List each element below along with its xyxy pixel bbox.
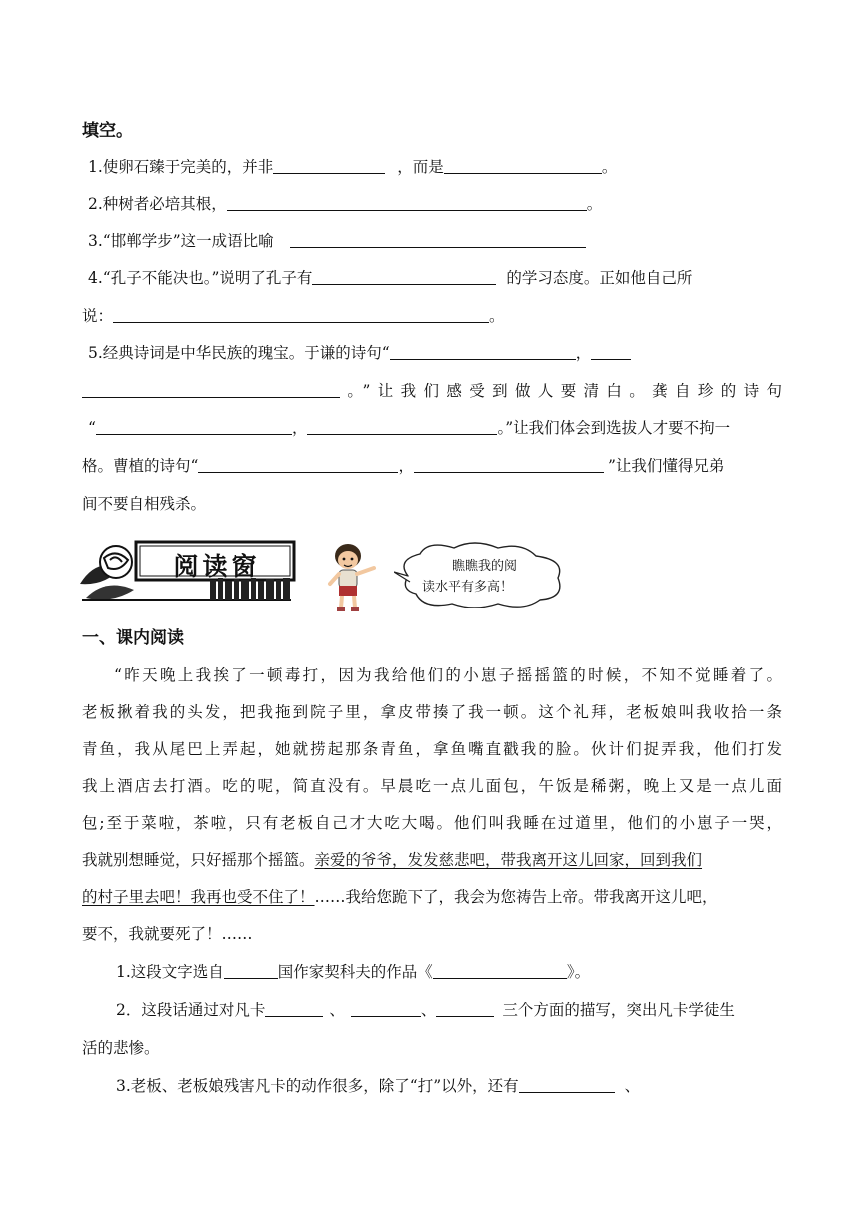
answer-blank[interactable]: [224, 962, 278, 979]
fill-heading: 填空。: [82, 121, 133, 141]
reading-window-title: 阅读窗: [173, 552, 261, 581]
passage-line: 我就别想睡觉，只好摇那个摇篮。亲爱的爷爷，发发慈悲吧，带我离开这儿回家，回到我们: [82, 851, 703, 869]
fill-question-3: 3.“邯郸学步”这一成语比喻: [88, 231, 788, 251]
fill-question-5-line4: 格。曹植的诗句“ ， ”让我们懂得兄弟: [82, 457, 725, 475]
fill-question-1: 1.使卵石臻于完美的，并非 ，而是 。: [88, 158, 618, 176]
answer-blank[interactable]: [351, 1000, 421, 1017]
passage-line: “昨天晚上我挨了一顿毒打，因为我给他们的小崽子摇摇篮的时候，不知不觉睡着了。: [114, 666, 782, 684]
passage-line: 的村子里去吧！我再也受不住了！……我给您跪下了，我会为您祷告上帝。带我离开这儿吧，: [82, 888, 718, 906]
answer-blank[interactable]: [444, 157, 602, 174]
answer-blank[interactable]: [390, 343, 576, 360]
answer-blank[interactable]: [519, 1076, 615, 1093]
reading-question-2: 2．这段话通过对凡卡 、 、 三个方面的描写，突出凡卡学徒生: [116, 1001, 735, 1019]
underlined-sentence: 亲爱的爷爷，发发慈悲吧，带我离开这儿回家，回到我们: [314, 851, 703, 869]
answer-blank[interactable]: [591, 343, 631, 360]
answer-blank[interactable]: [433, 962, 567, 979]
answer-blank[interactable]: [82, 381, 340, 398]
passage-line: 要不，我就要死了！……: [82, 925, 253, 943]
fill-question-5-line5: 间不要自相残杀。: [82, 495, 207, 513]
answer-blank[interactable]: [273, 157, 385, 174]
reading-question-3: 3.老板、老板娘残害凡卡的动作很多，除了“打”以外，还有 、: [116, 1077, 641, 1095]
reading-question-2-cont: 活的悲惨。: [82, 1039, 160, 1057]
section-title-reading: 一、课内阅读: [82, 628, 184, 648]
passage-line: 青鱼，我从尾巴上弄起，她就捞起那条青鱼，拿鱼嘴直戳我的脸。伙计们捉弄我，他们打发: [82, 740, 782, 758]
answer-blank[interactable]: [290, 231, 586, 248]
passage-line: 包;至于菜啦，茶啦，只有老板自己才大吃大喝。他们叫我睡在过道里，他们的小崽子一哭，: [82, 814, 782, 832]
underlined-sentence: 的村子里去吧！我再也受不住了！: [82, 888, 315, 906]
fill-question-5-line3: “ ， 。”让我们体会到选拔人才要不拘一: [88, 419, 731, 437]
passage-line: 我上酒店去打酒。吃的呢，简直没有。早晨吃一点儿面包，午饭是稀粥，晚上又是一点儿面: [82, 777, 782, 795]
answer-blank[interactable]: [227, 194, 587, 211]
fill-question-4: 4.“孔子不能决也。”说明了孔子有 的学习态度。正如他自己所: [88, 269, 693, 287]
fill-question-4-cont: 说： 。: [82, 307, 505, 325]
passage-line: 老板揪着我的头发，把我拖到院子里，拿皮带揍了我一顿。这个礼拜，老板娘叫我收拾一条: [82, 703, 782, 721]
answer-blank[interactable]: [436, 1000, 494, 1017]
answer-blank[interactable]: [265, 1000, 323, 1017]
answer-blank[interactable]: [96, 418, 292, 435]
answer-blank[interactable]: [113, 306, 489, 323]
fill-question-2: 2.种树者必培其根， 。: [88, 195, 603, 213]
cartoon-child-icon: [326, 540, 380, 614]
speech-bubble-text: 瞧瞧我的阅 读水平有多高！: [422, 559, 518, 595]
answer-blank[interactable]: [414, 456, 604, 473]
reading-question-1: 1.这段文字选自 国作家契科夫的作品《 》。: [116, 963, 591, 981]
answer-blank[interactable]: [307, 418, 497, 435]
fill-question-5-line2: 。”让我们感受到做人要清白。龚自珍的诗句: [82, 381, 782, 401]
answer-blank[interactable]: [312, 268, 496, 285]
answer-blank[interactable]: [198, 456, 398, 473]
fill-question-5: 5.经典诗词是中华民族的瑰宝。于谦的诗句“ ，: [88, 343, 788, 363]
reading-window-banner: [76, 538, 566, 616]
